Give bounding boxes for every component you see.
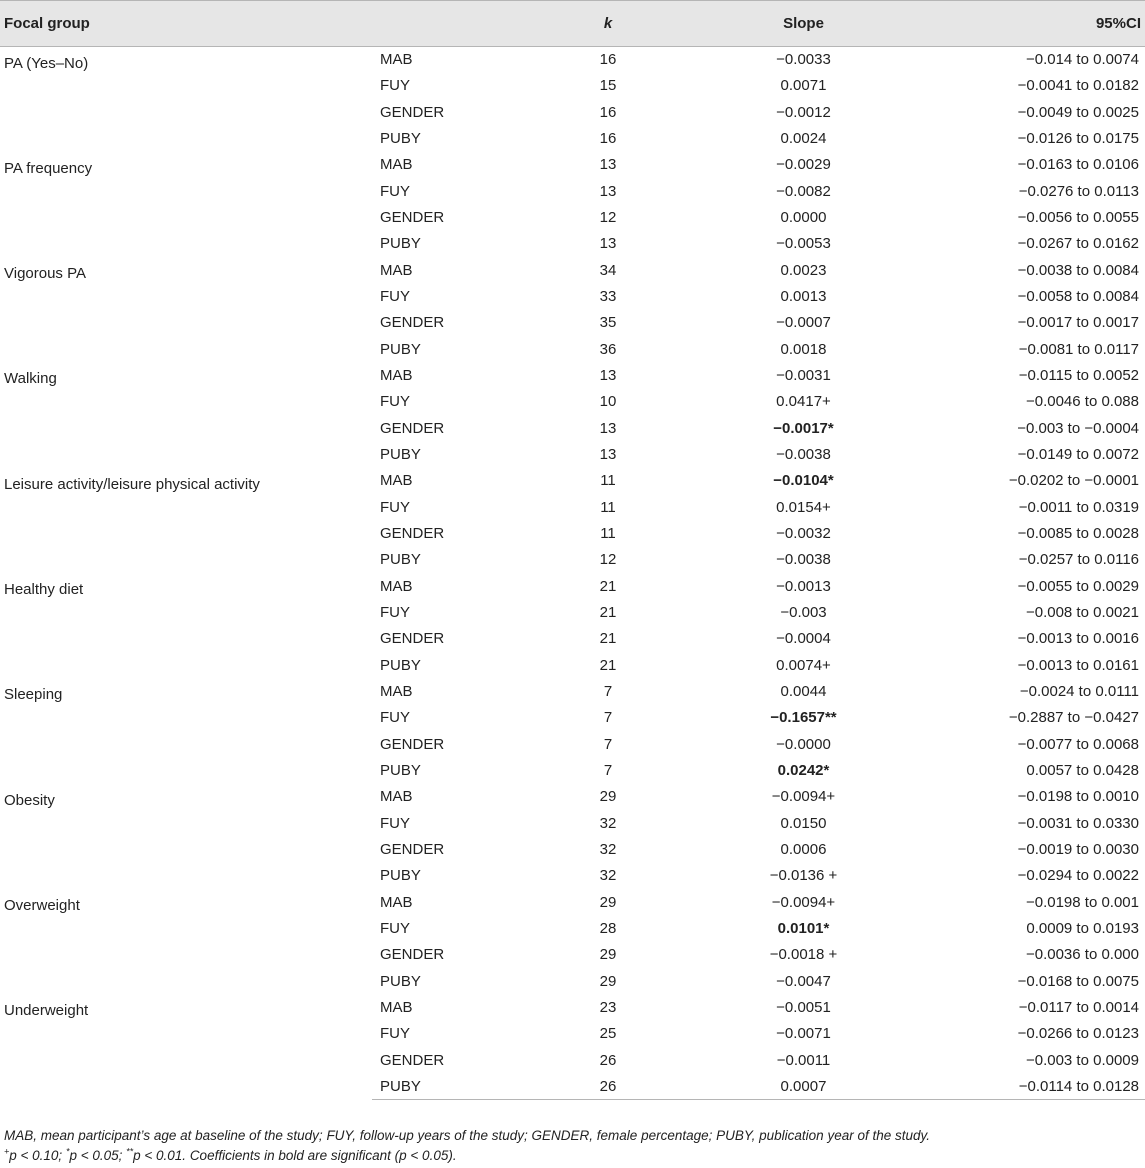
ci-cell: −0.0055 to 0.0029 <box>1017 577 1139 595</box>
table-row <box>0 152 1145 178</box>
k-cell: 12 <box>599 551 617 569</box>
k-cell: 26 <box>538 1073 678 1099</box>
ci-cell: −0.0267 to 0.0162 <box>1017 235 1139 253</box>
table-body <box>0 47 1145 1100</box>
slope-cell: −0.0104* <box>773 472 834 490</box>
k-cell: 16 <box>599 103 617 121</box>
footnote-sup-star: * <box>65 1146 70 1157</box>
slope-cell: −0.0018 + <box>769 946 838 964</box>
ci-cell: −0.0198 to 0.001 <box>1025 893 1139 911</box>
header-covariate <box>372 1 538 47</box>
ci-cell: −0.0266 to 0.0123 <box>1017 1025 1139 1043</box>
table-row <box>0 362 1145 388</box>
ci-cell: 0.0057 to 0.0428 <box>1026 762 1139 780</box>
k-cell: 13 <box>599 446 617 464</box>
covariate-cell: GENDER <box>380 946 445 964</box>
slope-cell: −0.0004 <box>776 630 831 648</box>
covariate-cell: FUY <box>380 604 410 622</box>
ci-cell: −0.0013 to 0.0161 <box>1017 656 1139 674</box>
ci-cell: −0.0041 to 0.0182 <box>1017 77 1139 95</box>
k-cell: 12 <box>599 209 617 227</box>
k-cell: 13 <box>599 182 617 200</box>
k-cell: 32 <box>599 814 617 832</box>
table-row <box>0 889 1145 915</box>
covariate-cell: GENDER <box>380 525 445 543</box>
slope-cell: 0.0013 <box>780 288 827 306</box>
slope-cell: −0.003 <box>780 604 827 622</box>
slope-cell: −0.0032 <box>776 525 831 543</box>
covariate-cell: FUY <box>380 709 410 727</box>
covariate-cell: FUY <box>380 288 410 306</box>
covariate-cell: MAB <box>380 156 413 174</box>
table-row <box>0 784 1145 810</box>
k-cell: 15 <box>599 77 617 95</box>
ci-cell: −0.0115 to 0.0052 <box>1018 367 1139 385</box>
covariate-cell: GENDER <box>380 209 445 227</box>
slope-cell: 0.0000 <box>780 209 827 227</box>
covariate-cell: PUBY <box>380 130 421 148</box>
k-cell: 21 <box>599 577 617 595</box>
ci-cell: −0.0114 to 0.0128 <box>929 1073 1145 1099</box>
k-cell: 21 <box>599 630 617 648</box>
ci-cell: −0.003 to −0.0004 <box>1017 419 1139 437</box>
header-focal-group: Focal group <box>0 1 372 47</box>
covariate-cell: PUBY <box>380 867 421 885</box>
slope-cell: 0.0044 <box>780 683 827 701</box>
slope-cell: 0.0023 <box>780 261 827 279</box>
k-cell: 7 <box>603 762 613 780</box>
focal-group-cell: Vigorous PA <box>4 265 86 283</box>
slope-cell: 0.0154+ <box>776 498 831 516</box>
k-cell: 36 <box>599 340 617 358</box>
k-cell: 21 <box>599 604 617 622</box>
ci-cell: −0.003 to 0.0009 <box>1025 1051 1139 1069</box>
covariate-cell: MAB <box>380 577 413 595</box>
k-cell: 7 <box>603 735 613 753</box>
k-cell: 10 <box>599 393 617 411</box>
ci-cell: −0.0024 to 0.0111 <box>1019 683 1139 701</box>
slope-cell: −0.0012 <box>776 103 831 121</box>
slope-cell: −0.0038 <box>776 551 831 569</box>
k-cell: 32 <box>599 841 617 858</box>
slope-cell: 0.0018 <box>780 340 827 358</box>
ci-cell: −0.0038 to 0.0084 <box>1017 261 1139 279</box>
slope-cell: −0.0007 <box>776 314 831 332</box>
ci-cell: −0.0257 to 0.0116 <box>1018 551 1139 569</box>
covariate-cell: MAB <box>380 261 413 279</box>
k-cell: 32 <box>599 867 617 885</box>
ci-cell: −0.0202 to −0.0001 <box>1008 472 1139 490</box>
ci-cell: −0.0149 to 0.0072 <box>1017 446 1139 464</box>
ci-cell: −0.0011 to 0.0319 <box>1018 498 1139 516</box>
covariate-cell: PUBY <box>380 762 421 780</box>
covariate-cell: FUY <box>380 182 410 200</box>
slope-cell: 0.0007 <box>678 1073 929 1099</box>
slope-cell: 0.0417+ <box>776 393 831 411</box>
covariate-cell: FUY <box>380 1025 410 1043</box>
slope-cell: −0.0136 + <box>769 867 838 885</box>
ci-cell: −0.0294 to 0.0022 <box>1017 867 1139 885</box>
slope-cell: −0.0051 <box>776 998 831 1016</box>
ci-cell: −0.008 to 0.0021 <box>1025 604 1139 622</box>
k-cell: 34 <box>599 261 617 279</box>
covariate-cell: MAB <box>380 472 413 490</box>
focal-group-cell: PA frequency <box>4 159 93 177</box>
covariate-cell: GENDER <box>380 103 445 121</box>
covariate-cell: MAB <box>380 893 413 911</box>
footnote-sup-dstar: ** <box>126 1146 134 1157</box>
covariate-cell: PUBY <box>380 972 421 990</box>
ci-cell: −0.0077 to 0.0068 <box>1017 735 1139 753</box>
table-row <box>0 573 1145 599</box>
covariate-cell: MAB <box>380 788 413 806</box>
table-row <box>0 257 1145 283</box>
slope-cell: 0.0024 <box>780 130 827 148</box>
ci-cell: −0.2887 to −0.0427 <box>1008 709 1139 727</box>
footnote-p-dstar: p < 0.01. <box>133 1148 190 1163</box>
ci-cell: −0.014 to 0.0074 <box>1025 51 1139 69</box>
ci-cell: −0.0046 to 0.088 <box>1025 393 1139 411</box>
covariate-cell: PUBY <box>380 446 421 464</box>
slope-cell: −0.0038 <box>776 446 831 464</box>
focal-group-cell: PA (Yes–No) <box>4 55 89 72</box>
covariate-cell: PUBY <box>380 235 421 253</box>
header-slope: Slope <box>678 1 929 47</box>
covariate-cell: FUY <box>380 498 410 516</box>
k-cell: 29 <box>599 946 617 964</box>
slope-cell: −0.0029 <box>776 156 831 174</box>
ci-cell: −0.0058 to 0.0084 <box>1017 288 1139 306</box>
focal-group-cell: Walking <box>4 370 57 388</box>
focal-group-cell: Healthy diet <box>4 581 84 599</box>
covariate-cell: FUY <box>380 393 410 411</box>
k-cell: 11 <box>600 525 616 543</box>
k-cell: 16 <box>599 51 617 69</box>
ci-cell: −0.0081 to 0.0117 <box>1018 340 1139 358</box>
focal-group-cell: Obesity <box>4 791 55 809</box>
slope-cell: −0.0071 <box>776 1025 831 1043</box>
footnote-abbreviations: MAB, mean participant’s age at baseline of the study; FUY, follow-up years of the study; GENDER, female percentage; PUBY, publication year of the study. <box>4 1128 930 1143</box>
table-header <box>0 1 1145 47</box>
ci-cell: −0.0117 to 0.0014 <box>1018 998 1139 1016</box>
covariate-cell: GENDER <box>380 314 445 332</box>
k-cell: 29 <box>599 972 617 990</box>
covariate-cell: GENDER <box>380 735 445 753</box>
ci-cell: −0.0198 to 0.0010 <box>1017 788 1139 806</box>
k-cell: 16 <box>599 130 617 148</box>
focal-group-cell: Sleeping <box>4 686 63 704</box>
covariate-cell: GENDER <box>380 841 445 858</box>
ci-cell: −0.0019 to 0.0030 <box>1017 841 1139 858</box>
header-row <box>0 1 1145 47</box>
ci-cell: −0.0013 to 0.0016 <box>1017 630 1139 648</box>
slope-cell: −0.0011 <box>776 1051 831 1069</box>
footnote-p-star: p < 0.05; <box>69 1148 127 1163</box>
k-cell: 26 <box>599 1051 617 1069</box>
covariate-cell: GENDER <box>380 1051 445 1069</box>
slope-cell: 0.0101* <box>777 919 830 937</box>
covariate-cell: PUBY <box>380 551 421 569</box>
covariate-cell: PUBY <box>372 1073 538 1099</box>
slope-cell: −0.0082 <box>776 182 831 200</box>
k-cell: 35 <box>599 314 617 332</box>
covariate-cell: FUY <box>380 77 410 95</box>
k-cell: 13 <box>599 419 617 437</box>
k-cell: 13 <box>599 367 617 385</box>
table-row <box>0 994 1145 1020</box>
k-cell: 23 <box>599 998 617 1016</box>
footnote-significance <box>4 1146 1139 1166</box>
k-cell: 29 <box>599 788 617 806</box>
covariate-cell: PUBY <box>380 340 421 358</box>
k-cell: 33 <box>599 288 617 306</box>
footnote-bold-note: Coefficients in bold are significant (p < 0.05). <box>189 1148 457 1163</box>
covariate-cell: MAB <box>380 998 413 1016</box>
ci-cell: 0.0009 to 0.0193 <box>1026 919 1139 937</box>
ci-cell: −0.0017 to 0.0017 <box>1017 314 1139 332</box>
covariate-cell: FUY <box>380 814 410 832</box>
footnote-p-plus: p < 0.10; <box>9 1148 66 1163</box>
covariate-cell: MAB <box>380 51 413 69</box>
header-ci: 95%CI <box>929 1 1145 47</box>
k-cell: 13 <box>599 235 617 253</box>
ci-cell: −0.0049 to 0.0025 <box>1017 103 1139 121</box>
covariate-cell: PUBY <box>380 656 421 674</box>
focal-group-cell: Leisure activity/leisure physical activity <box>4 475 260 493</box>
k-cell: 7 <box>603 709 613 727</box>
table-row <box>0 678 1145 704</box>
slope-cell: −0.0053 <box>776 235 831 253</box>
ci-cell: −0.0168 to 0.0075 <box>1017 972 1139 990</box>
k-cell: 7 <box>603 683 613 701</box>
k-cell: 25 <box>599 1025 617 1043</box>
slope-cell: −0.0013 <box>776 577 831 595</box>
k-cell: 13 <box>599 156 617 174</box>
ci-cell: −0.0031 to 0.0330 <box>1017 814 1139 832</box>
focal-group-cell: Overweight <box>4 897 80 914</box>
header-k: k <box>538 1 678 47</box>
focal-group-cell: Underweight <box>4 1002 89 1020</box>
slope-cell: −0.1657** <box>770 709 837 727</box>
slope-cell: 0.0071 <box>780 77 827 95</box>
slope-cell: −0.0017* <box>773 419 834 437</box>
k-cell: 21 <box>599 656 617 674</box>
ci-cell: −0.0163 to 0.0106 <box>1017 156 1139 174</box>
slope-cell: −0.0094+ <box>771 893 836 911</box>
covariate-cell: GENDER <box>380 630 445 648</box>
table-footnotes <box>4 1126 1139 1166</box>
table-row <box>0 468 1145 494</box>
ci-cell: −0.0085 to 0.0028 <box>1017 525 1139 543</box>
covariate-cell: GENDER <box>380 419 445 437</box>
ci-cell: −0.0276 to 0.0113 <box>1018 182 1139 200</box>
covariate-cell: MAB <box>380 367 413 385</box>
k-cell: 28 <box>599 919 617 937</box>
covariate-cell: MAB <box>380 683 413 701</box>
slope-cell: 0.0074+ <box>776 656 831 674</box>
slope-cell: 0.0150 <box>780 814 827 832</box>
ci-cell: −0.0126 to 0.0175 <box>1017 130 1139 148</box>
k-cell: 11 <box>600 498 616 516</box>
slope-cell: −0.0000 <box>776 735 831 753</box>
table-row <box>0 47 1145 73</box>
slope-cell: 0.0242* <box>777 762 830 780</box>
covariate-cell: FUY <box>380 919 410 937</box>
slope-cell: −0.0047 <box>776 972 831 990</box>
slope-cell: −0.0094+ <box>771 788 836 806</box>
k-cell: 11 <box>600 472 616 490</box>
slope-cell: −0.0031 <box>776 367 831 385</box>
ci-cell: −0.0036 to 0.000 <box>1025 946 1139 964</box>
ci-cell: −0.0056 to 0.0055 <box>1017 209 1139 227</box>
slope-cell: 0.0006 <box>780 841 827 858</box>
footnote-sup-plus: + <box>4 1146 10 1157</box>
k-cell: 29 <box>599 893 617 911</box>
slope-cell: −0.0033 <box>776 51 831 69</box>
